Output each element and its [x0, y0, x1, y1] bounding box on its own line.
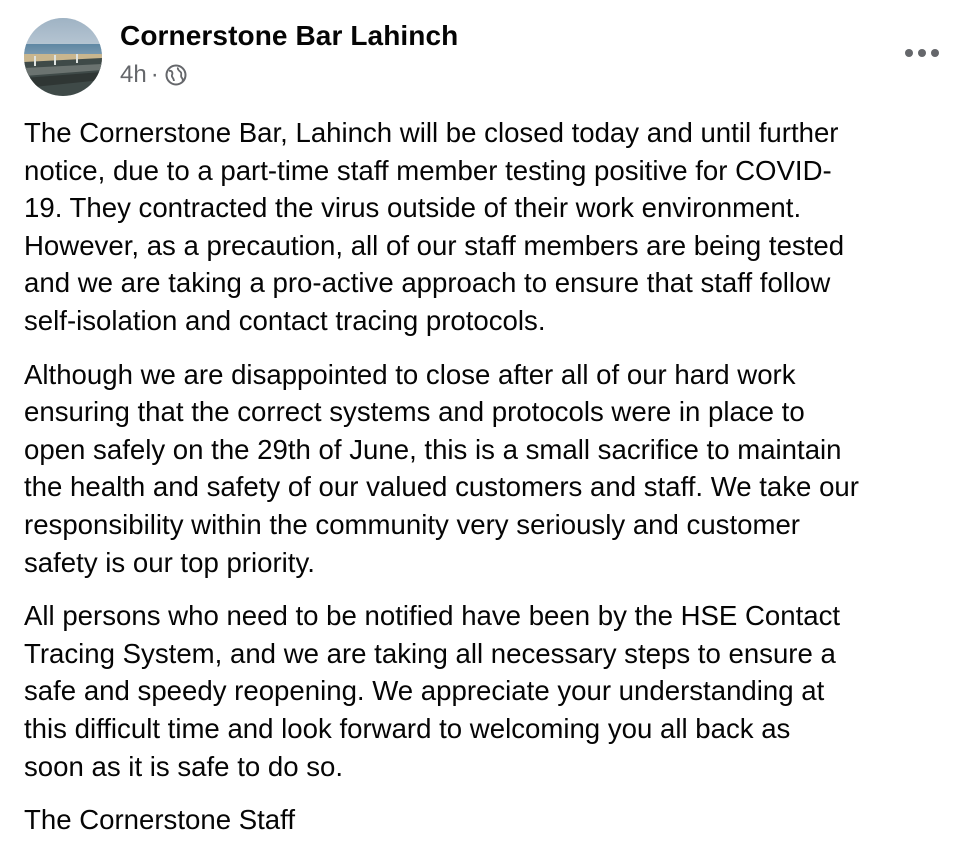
page-name[interactable]: Cornerstone Bar Lahinch — [120, 20, 459, 51]
post-text — [24, 114, 958, 855]
globe-icon[interactable] — [165, 64, 187, 86]
post-timestamp[interactable]: 4h — [120, 61, 147, 88]
meta-separator: · — [150, 61, 159, 88]
more-options-icon — [904, 48, 940, 58]
avatar-image — [24, 18, 102, 96]
post-paragraph: All persons who need to be notified have been by the HSE Contact Tracing System, and we are taking all necessary steps to ensure a safe and speedy reopening. We appreciate your understanding at this difficult time and look forward to welcoming you all back as soon as it is safe to do so. — [24, 600, 841, 782]
post-paragraph: The Cornerstone Bar, Lahinch will be closed today and until further notice, due to a part-time staff member testing positive for COVID- 19. They contracted the virus outside of their work environment. However, as a precaution, all of our staff members are being tested and we are taking a pro-active approach to ensure that staff follow self-isolation and contact tracing protocols. — [24, 117, 845, 336]
post-signature: The Cornerstone Staff — [24, 804, 295, 836]
page-avatar[interactable] — [24, 18, 102, 96]
post-meta — [120, 60, 187, 90]
more-options-button[interactable] — [900, 38, 944, 68]
post-paragraph: Although we are disappointed to close after all of our hard work ensuring that the correct systems and protocols were in place to open safely on the 29th of June, this is a small sacrifice to maintain the health and safety of our valued customers and staff. We take our responsibility within the community very seriously and customer safety is our top priority. — [24, 358, 859, 578]
